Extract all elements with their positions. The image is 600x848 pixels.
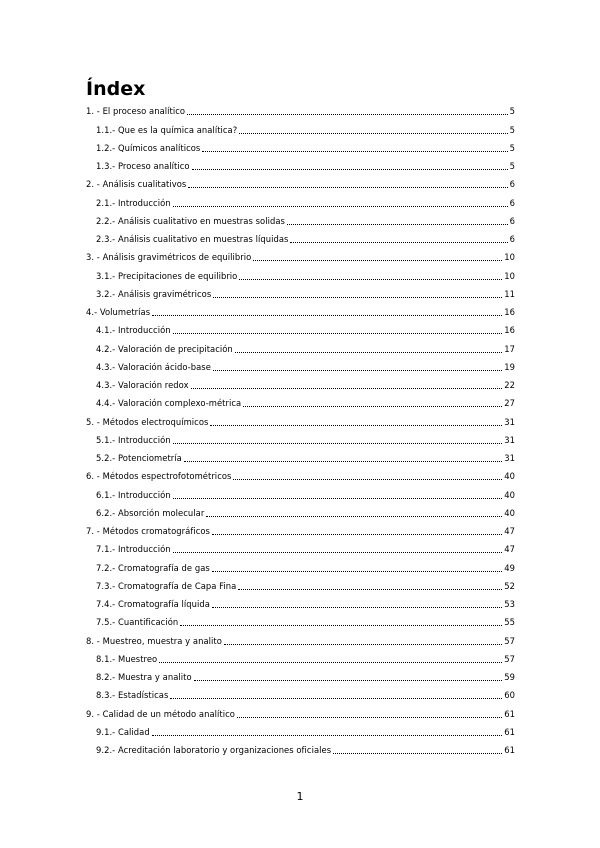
- toc-entry[interactable]: [86, 246, 515, 264]
- toc-entry-page: 5: [509, 124, 515, 135]
- toc-entry-label: 9.2.- Acreditación laboratorio y organizaciones oficiales: [96, 745, 332, 755]
- toc-entry[interactable]: [86, 356, 515, 374]
- toc-dot-leader: [239, 132, 507, 134]
- toc-entry[interactable]: [86, 702, 515, 720]
- toc-entry-label: 4.4.- Valoración complexo-métrica: [96, 398, 242, 409]
- toc-entry-page: 11: [504, 288, 515, 299]
- toc-entry[interactable]: [86, 118, 515, 136]
- toc-dot-leader: [238, 588, 502, 590]
- toc-entry[interactable]: [86, 629, 515, 647]
- toc-entry[interactable]: [86, 210, 515, 228]
- toc-entry[interactable]: [86, 283, 515, 301]
- toc-entry[interactable]: [86, 593, 515, 611]
- toc-entry[interactable]: [86, 520, 515, 538]
- toc-dot-leader: [194, 679, 503, 681]
- toc-entry-label: 4.- Volumetrías: [86, 307, 151, 317]
- toc-entry-page: 49: [504, 562, 515, 573]
- toc-dot-leader: [287, 223, 508, 225]
- toc-entry[interactable]: [86, 666, 515, 684]
- toc-entry-label: 6. - Métodos espectrofotométricos: [86, 471, 232, 482]
- toc-dot-leader: [212, 606, 502, 608]
- toc-entry-label: 2.1.- Introducción: [96, 197, 171, 208]
- toc-entry[interactable]: [86, 684, 515, 702]
- toc-entry-label: 1. - El proceso analítico: [86, 106, 186, 117]
- toc-entry[interactable]: [86, 556, 515, 574]
- toc-entry[interactable]: [86, 301, 515, 319]
- toc-entry[interactable]: [86, 319, 515, 337]
- toc-entry-page: 6: [509, 179, 515, 190]
- toc-dot-leader: [235, 351, 502, 353]
- toc-dot-leader: [202, 150, 507, 152]
- toc-entry-label: 4.3.- Valoración ácido-base: [96, 361, 211, 372]
- toc-entry[interactable]: [86, 611, 515, 629]
- toc-entry-label: 7.2.- Cromatografía de gas: [96, 562, 210, 573]
- toc-entry-label: 7. - Métodos cromatográficos: [86, 526, 210, 536]
- toc-entry-label: 2.2.- Análisis cualitativo en muestras solidas: [96, 215, 285, 226]
- toc-entry-page: 47: [504, 544, 515, 555]
- toc-entry[interactable]: [86, 502, 515, 520]
- toc-entry-page: 31: [504, 453, 515, 463]
- toc-entry-label: 2.3.- Análisis cualitativo en muestras líquidas: [96, 234, 289, 244]
- toc-entry[interactable]: [86, 721, 515, 739]
- toc-entry-page: 40: [504, 507, 515, 518]
- toc-dot-leader: [188, 186, 507, 188]
- toc-dot-leader: [212, 533, 502, 535]
- toc-entry-page: 40: [504, 471, 515, 482]
- toc-dot-leader: [173, 442, 503, 444]
- toc-entry-page: 19: [504, 361, 515, 372]
- toc-entry-label: 1.3.- Proceso analítico: [96, 161, 190, 171]
- toc-entry-page: 61: [504, 745, 515, 755]
- toc-entry-label: 8. - Muestreo, muestra y analito: [86, 635, 222, 646]
- toc-entry-page: 52: [504, 580, 515, 591]
- toc-entry[interactable]: [86, 228, 515, 246]
- toc-entry-page: 6: [509, 197, 515, 208]
- toc-entry-page: 10: [504, 252, 515, 263]
- toc-entry-label: 6.1.- Introducción: [96, 489, 171, 500]
- toc-entry-page: 31: [504, 416, 515, 427]
- toc-dot-leader: [243, 405, 502, 407]
- toc-entry-label: 1.1.- Que es la química analítica?: [96, 124, 238, 135]
- toc-entry-label: 8.3.- Estadísticas: [96, 690, 169, 701]
- toc-entry-label: 6.2.- Absorción molecular: [96, 507, 205, 518]
- table-of-contents: [86, 100, 515, 757]
- toc-entry[interactable]: [86, 648, 515, 666]
- toc-entry-page: 31: [504, 434, 515, 445]
- toc-entry-page: 6: [509, 215, 515, 226]
- toc-entry-label: 7.4.- Cromatografía líquida: [96, 599, 210, 609]
- toc-dot-leader: [213, 369, 502, 371]
- toc-entry-label: 7.5.- Cuantificación: [96, 617, 179, 628]
- toc-entry-page: 59: [504, 672, 515, 682]
- toc-entry-page: 5: [509, 161, 515, 171]
- toc-dot-leader: [173, 332, 503, 334]
- toc-entry[interactable]: [86, 191, 515, 209]
- toc-entry-label: 7.3.- Cromatografía de Capa Fina: [96, 580, 237, 591]
- toc-entry[interactable]: [86, 429, 515, 447]
- toc-entry-label: 5. - Métodos electroquímicos: [86, 416, 209, 427]
- toc-entry-label: 4.3.- Valoración redox: [96, 380, 189, 390]
- toc-dot-leader: [212, 570, 502, 572]
- toc-entry-label: 5.2.- Potenciometría: [96, 453, 182, 463]
- toc-dot-leader: [184, 460, 502, 462]
- toc-entry[interactable]: [86, 538, 515, 556]
- toc-entry-label: 3.2.- Análisis gravimétricos: [96, 288, 212, 299]
- toc-entry[interactable]: [86, 739, 515, 757]
- toc-entry-page: 16: [504, 325, 515, 336]
- index-title: Índex: [86, 78, 146, 100]
- toc-dot-leader: [239, 278, 502, 280]
- toc-entry-page: 10: [504, 270, 515, 281]
- toc-dot-leader: [159, 661, 502, 663]
- toc-entry-label: 8.2.- Muestra y analito: [96, 672, 192, 682]
- toc-entry-label: 4.1.- Introducción: [96, 325, 171, 336]
- toc-entry-page: 47: [504, 526, 515, 536]
- toc-dot-leader: [210, 424, 502, 426]
- toc-entry-label: 8.1.- Muestreo: [96, 653, 158, 664]
- toc-dot-leader: [180, 624, 502, 626]
- page-number: 1: [296, 790, 304, 803]
- toc-entry-label: 3.1.- Precipitaciones de equilibrio: [96, 270, 238, 281]
- toc-entry[interactable]: [86, 483, 515, 501]
- toc-entry-page: 55: [504, 617, 515, 628]
- toc-dot-leader: [152, 734, 503, 736]
- toc-entry-page: 6: [509, 234, 515, 244]
- toc-entry-label: 9.1.- Calidad: [96, 726, 150, 737]
- toc-dot-leader: [173, 205, 508, 207]
- toc-dot-leader: [187, 113, 508, 115]
- toc-dot-leader: [206, 515, 502, 517]
- toc-entry[interactable]: [86, 575, 515, 593]
- toc-dot-leader: [192, 168, 508, 170]
- toc-entry[interactable]: [86, 100, 515, 118]
- toc-entry-page: 17: [504, 343, 515, 354]
- toc-entry[interactable]: [86, 465, 515, 483]
- toc-dot-leader: [333, 752, 502, 754]
- toc-dot-leader: [173, 551, 503, 553]
- toc-dot-leader: [237, 716, 502, 718]
- toc-entry[interactable]: [86, 447, 515, 465]
- toc-dot-leader: [213, 296, 502, 298]
- toc-entry-page: 40: [504, 489, 515, 500]
- toc-dot-leader: [253, 259, 502, 261]
- toc-dot-leader: [191, 387, 503, 389]
- toc-entry[interactable]: [86, 374, 515, 392]
- toc-dot-leader: [224, 643, 502, 645]
- toc-entry-label: 9. - Calidad de un método analítico: [86, 708, 235, 719]
- toc-entry-page: 61: [504, 708, 515, 719]
- toc-entry-page: 27: [504, 398, 515, 409]
- toc-dot-leader: [170, 697, 502, 699]
- toc-entry[interactable]: [86, 392, 515, 410]
- toc-entry-page: 61: [504, 726, 515, 737]
- toc-entry-page: 16: [504, 307, 515, 317]
- toc-dot-leader: [152, 314, 502, 316]
- toc-entry-label: 3. - Análisis gravimétricos de equilibrio: [86, 252, 252, 263]
- toc-entry-label: 5.1.- Introducción: [96, 434, 171, 445]
- toc-entry-page: 5: [509, 106, 515, 117]
- toc-dot-leader: [290, 241, 507, 243]
- toc-dot-leader: [233, 478, 502, 480]
- toc-entry[interactable]: [86, 173, 515, 191]
- toc-entry-page: 22: [504, 380, 515, 390]
- toc-dot-leader: [173, 497, 503, 499]
- toc-entry[interactable]: [86, 155, 515, 173]
- toc-entry-page: 53: [504, 599, 515, 609]
- toc-entry-page: 5: [509, 142, 515, 153]
- toc-entry-page: 60: [504, 690, 515, 701]
- toc-entry[interactable]: [86, 264, 515, 282]
- toc-entry-page: 57: [504, 635, 515, 646]
- toc-entry-label: 1.2.- Químicos analíticos: [96, 142, 201, 153]
- toc-entry[interactable]: [86, 410, 515, 428]
- toc-entry-page: 57: [504, 653, 515, 664]
- toc-entry-label: 4.2.- Valoración de precipitación: [96, 343, 233, 354]
- toc-entry-label: 2. - Análisis cualitativos: [86, 179, 187, 190]
- toc-entry-label: 7.1.- Introducción: [96, 544, 171, 555]
- toc-entry[interactable]: [86, 337, 515, 355]
- toc-entry[interactable]: [86, 137, 515, 155]
